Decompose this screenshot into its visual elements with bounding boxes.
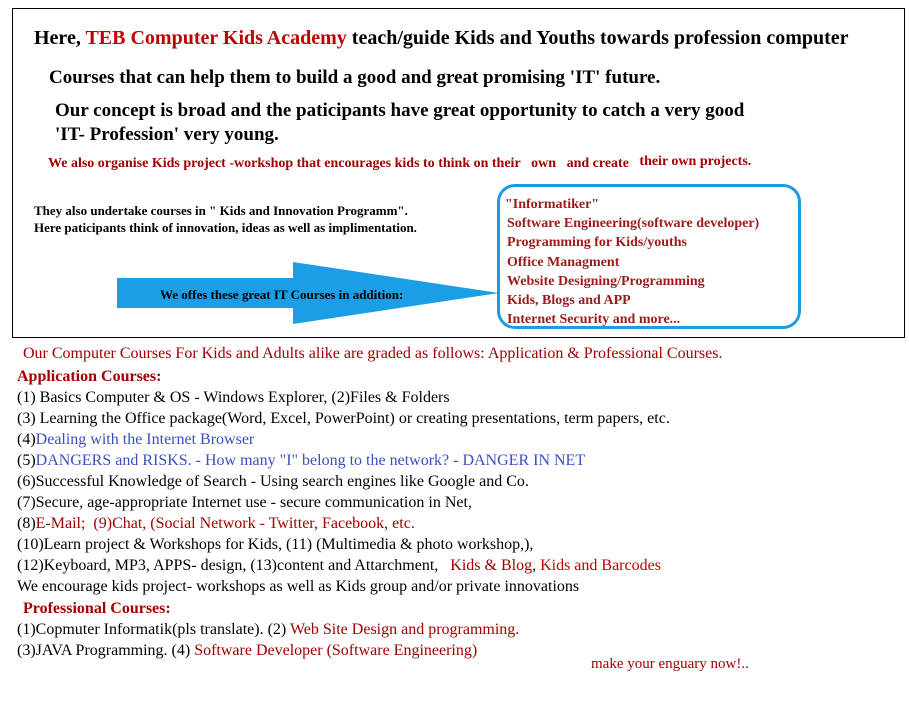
professional-heading: Professional Courses:	[23, 600, 171, 617]
workshop-text-c: and create	[566, 156, 629, 171]
it-courses-list	[505, 195, 759, 329]
header-teach: teach/	[351, 27, 403, 49]
app-line-7-chat: (9)Chat, (Social Network - Twitter, Facebook, etc.	[93, 515, 415, 532]
app-line-4	[17, 452, 585, 470]
workshop-text-b: own	[531, 156, 557, 171]
app-line-7	[17, 515, 415, 533]
app-line-6: (7)Secure, age-appropriate Internet use - secure communication in Net,	[17, 494, 472, 511]
app-line-10: We encourage kids project- workshops as well as Kids group and/or private innovations	[17, 578, 580, 595]
app-line-9-barcodes: Kids and Barcodes	[540, 557, 661, 574]
header-rest: guide Kids and Youths towards profession computer	[402, 27, 849, 49]
header-line-2: Courses that can help them to build a good and great promising 'IT' future.	[49, 67, 661, 88]
workshop-line	[48, 156, 751, 172]
app-line-9-comma: ,	[532, 557, 537, 574]
header-line-3b: 'IT- Profession' very young.	[55, 124, 279, 145]
workshop-text-a: We also organise Kids project -workshop that encourages kids to think on their	[48, 156, 521, 171]
application-heading: Application Courses:	[17, 368, 162, 385]
app-line-7-email: E-Mail;	[35, 515, 86, 532]
prof-line-1-text: (1)Copmuter Informatik(pls translate). (2)	[17, 621, 287, 638]
courses-intro: Our Computer Courses For Kids and Adults alike are graded as follows: Application & Professional Courses.	[23, 345, 723, 362]
it-course-item: Kids, Blogs and APP	[507, 293, 631, 309]
prof-line-2-software: Software Developer (Software Engineering)	[194, 642, 478, 659]
app-line-9-blog: Kids & Blog	[450, 557, 533, 574]
app-line-4-num: (5)	[17, 452, 36, 469]
innovation-line-2: Here paticipants think of innovation, ideas as well as implimentation.	[34, 220, 417, 235]
prof-line-1	[17, 621, 519, 639]
prof-line-1-webdesign: Web Site Design and programming.	[289, 621, 520, 638]
app-line-2: (3) Learning the Office package(Word, Excel, PowerPoint) or creating presentations, term papers, etc.	[17, 410, 670, 427]
it-course-item: Website Designing/Programming	[507, 273, 705, 289]
app-line-3-text: Dealing with the Internet Browser	[35, 431, 255, 448]
prof-line-2	[17, 642, 477, 660]
brand-name: TEB Computer Kids Academy	[85, 27, 347, 49]
app-line-4-text: DANGERS and RISKS. - How many "I" belong to the network? - DANGER IN NET	[35, 452, 586, 469]
it-course-item: Office Managment	[507, 254, 620, 270]
innovation-line-1: They also undertake courses in " Kids and Innovation Programm".	[34, 203, 408, 218]
it-course-item: "Informatiker"	[505, 197, 600, 212]
app-line-9	[17, 557, 661, 575]
app-line-9-text: (12)Keyboard, MP3, APPS- design, (13)content and Attarchment,	[17, 557, 439, 574]
workshop-text-d: their own projects.	[639, 154, 752, 169]
header-prefix: Here,	[34, 27, 81, 49]
closing-text: make your enguary now!..	[591, 656, 749, 672]
it-course-item: Programming for Kids/youths	[507, 235, 687, 251]
app-line-3-num: (4)	[17, 431, 36, 448]
prof-line-2-text: (3)JAVA Programming. (4)	[17, 642, 191, 659]
it-course-item: Internet Security and more...	[507, 312, 681, 328]
arrow-label: We offes these great IT Courses in addition:	[160, 287, 404, 302]
app-line-8: (10)Learn project & Workshops for Kids, (11) (Multimedia & photo workshop,),	[17, 536, 534, 553]
app-line-5: (6)Successful Knowledge of Search - Using search engines like Google and Co.	[17, 473, 529, 490]
header-line-3a: Our concept is broad and the paticipants have great opportunity to catch a very good	[55, 100, 745, 121]
app-line-7-num: (8)	[17, 515, 36, 532]
app-line-1: (1) Basics Computer & OS - Windows Explorer, (2)Files & Folders	[17, 389, 450, 406]
it-course-item: Software Engineering(software developer)	[507, 216, 760, 232]
app-line-3	[17, 431, 254, 449]
header-line-1	[34, 27, 849, 50]
